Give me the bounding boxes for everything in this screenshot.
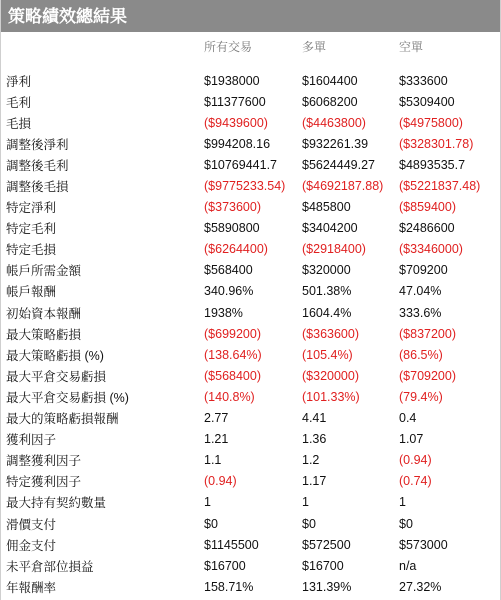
cell-long: 131.39% [302,579,352,594]
table-row [1,112,501,133]
cell-short: $573000 [399,537,448,552]
cell-long: $320000 [302,263,351,278]
table-body [1,70,501,597]
cell-all-trades: $16700 [204,558,246,573]
cell-short: $0 [399,516,413,531]
cell-all-trades: $1938000 [204,73,260,88]
cell-all-trades: (0.94) [204,474,237,489]
cell-short: (0.74) [399,474,432,489]
row-label: 特定毛利 [6,222,57,237]
cell-all-trades: ($699200) [204,326,261,341]
cell-short: n/a [399,558,417,573]
table-row [1,260,501,281]
table-row [1,239,501,260]
cell-all-trades: ($6264400) [204,242,268,257]
cell-short: ($328301.78) [399,136,474,151]
row-label: 未平倉部位損益 [6,559,94,574]
cell-short: (79.4%) [399,389,443,404]
cell-long: $0 [302,516,316,531]
table-row [1,344,501,365]
table-row [1,197,501,218]
table-row [1,576,501,597]
row-label: 調整後毛損 [6,180,69,195]
cell-long: ($320000) [302,368,359,383]
cell-short: (0.94) [399,453,432,468]
cell-long: 501.38% [302,284,352,299]
cell-long: $932261.39 [302,136,369,151]
row-label: 最大平倉交易虧損 (%) [6,390,129,405]
table-row [1,534,501,555]
column-header-long: 多單 [302,39,327,54]
table-row [1,154,501,175]
table-row [1,450,501,471]
cell-short: $4893535.7 [399,157,466,172]
table-row [1,408,501,429]
row-label: 最大平倉交易虧損 [6,369,107,384]
cell-short: 27.32% [399,579,442,594]
column-header-all-trades: 所有交易 [204,39,253,54]
cell-short: 333.6% [399,305,442,320]
table-row [1,323,501,344]
cell-long: 1604.4% [302,305,352,320]
table-row [1,513,501,534]
panel-title: 策略績效總結果 [1,0,500,33]
column-header-short: 空單 [399,39,424,54]
table-row [1,386,501,407]
cell-all-trades: ($373600) [204,200,261,215]
cell-long: (105.4%) [302,347,353,362]
cell-all-trades: 340.96% [204,284,254,299]
table-row [1,492,501,513]
cell-long: 1.2 [302,453,320,468]
cell-short: 1 [399,495,406,510]
cell-all-trades: $11377600 [204,94,266,109]
row-label: 佣金支付 [6,538,57,553]
cell-long: (101.33%) [302,389,360,404]
row-label: 最大策略虧損 [6,327,82,342]
row-label: 滑價支付 [6,517,57,532]
row-label: 獲利因子 [6,433,57,448]
cell-all-trades: (140.8%) [204,389,255,404]
cell-long: 1 [302,495,309,510]
cell-all-trades: $568400 [204,263,253,278]
row-label: 最大的策略虧損報酬 [6,412,119,427]
cell-long: ($4463800) [302,115,366,130]
cell-all-trades: (138.64%) [204,347,262,362]
table-row [1,471,501,492]
cell-all-trades: 158.71% [204,579,254,594]
row-label: 初始資本報酬 [6,306,82,321]
row-label: 特定毛損 [6,243,57,258]
cell-long: 1.36 [302,432,327,447]
table-row [1,281,501,302]
cell-short: $709200 [399,263,448,278]
row-label: 帳戶報酬 [6,285,57,300]
cell-long: ($2918400) [302,242,366,257]
row-label: 調整獲利因子 [6,454,82,469]
cell-all-trades: ($568400) [204,368,261,383]
cell-short: ($3346000) [399,242,463,257]
cell-all-trades: 1 [204,495,211,510]
row-label: 特定獲利因子 [6,475,82,490]
cell-all-trades: $0 [204,516,218,531]
row-label: 毛利 [6,95,32,110]
cell-all-trades: $5890800 [204,221,260,236]
cell-short: (86.5%) [399,347,443,362]
column-header-label [1,33,204,59]
cell-all-trades: 1.21 [204,432,229,447]
row-label: 調整後毛利 [6,158,69,173]
cell-long: 1.17 [302,474,327,489]
row-label: 淨利 [6,74,32,89]
cell-long: $16700 [302,558,344,573]
cell-short: ($837200) [399,326,456,341]
cell-short: ($709200) [399,368,456,383]
table-row [1,218,501,239]
cell-long: ($363600) [302,326,359,341]
cell-all-trades: 1.1 [204,453,222,468]
cell-all-trades: ($9439600) [204,115,268,130]
row-label: 最大持有契約數量 [6,496,107,511]
cell-short: $2486600 [399,221,455,236]
cell-long: $1604400 [302,73,358,88]
cell-long: $572500 [302,537,351,552]
cell-short: 0.4 [399,411,417,426]
cell-long: $485800 [302,200,351,215]
cell-short: ($859400) [399,200,456,215]
cell-all-trades: 1938% [204,305,243,320]
cell-long: $6068200 [302,94,358,109]
cell-long: $3404200 [302,221,358,236]
row-label: 年報酬率 [6,580,57,595]
row-label: 特定淨利 [6,201,57,216]
row-label: 調整後淨利 [6,137,69,152]
cell-long: $5624449.27 [302,157,375,172]
table-row [1,365,501,386]
table-row [1,133,501,154]
table-row [1,302,501,323]
cell-short: $333600 [399,73,448,88]
table-header-row [1,33,501,59]
cell-all-trades: $1145500 [204,537,259,552]
row-label: 最大策略虧損 (%) [6,348,104,363]
table-row [1,70,501,91]
cell-short: ($5221837.48) [399,179,481,194]
table-row [1,175,501,196]
cell-all-trades: $994208.16 [204,136,271,151]
table-row [1,429,501,450]
cell-short: ($4975800) [399,115,463,130]
performance-table [1,33,501,597]
row-label: 帳戶所需金額 [6,264,82,279]
table-row [1,91,501,112]
cell-all-trades: ($9775233.54) [204,179,286,194]
cell-long: 4.41 [302,411,327,426]
table-row [1,555,501,576]
cell-short: 1.07 [399,432,424,447]
cell-long: ($4692187.88) [302,179,384,194]
cell-all-trades: $10769441.7 [204,157,277,172]
row-label: 毛損 [6,116,32,131]
cell-short: 47.04% [399,284,442,299]
cell-all-trades: 2.77 [204,411,229,426]
cell-short: $5309400 [399,94,455,109]
